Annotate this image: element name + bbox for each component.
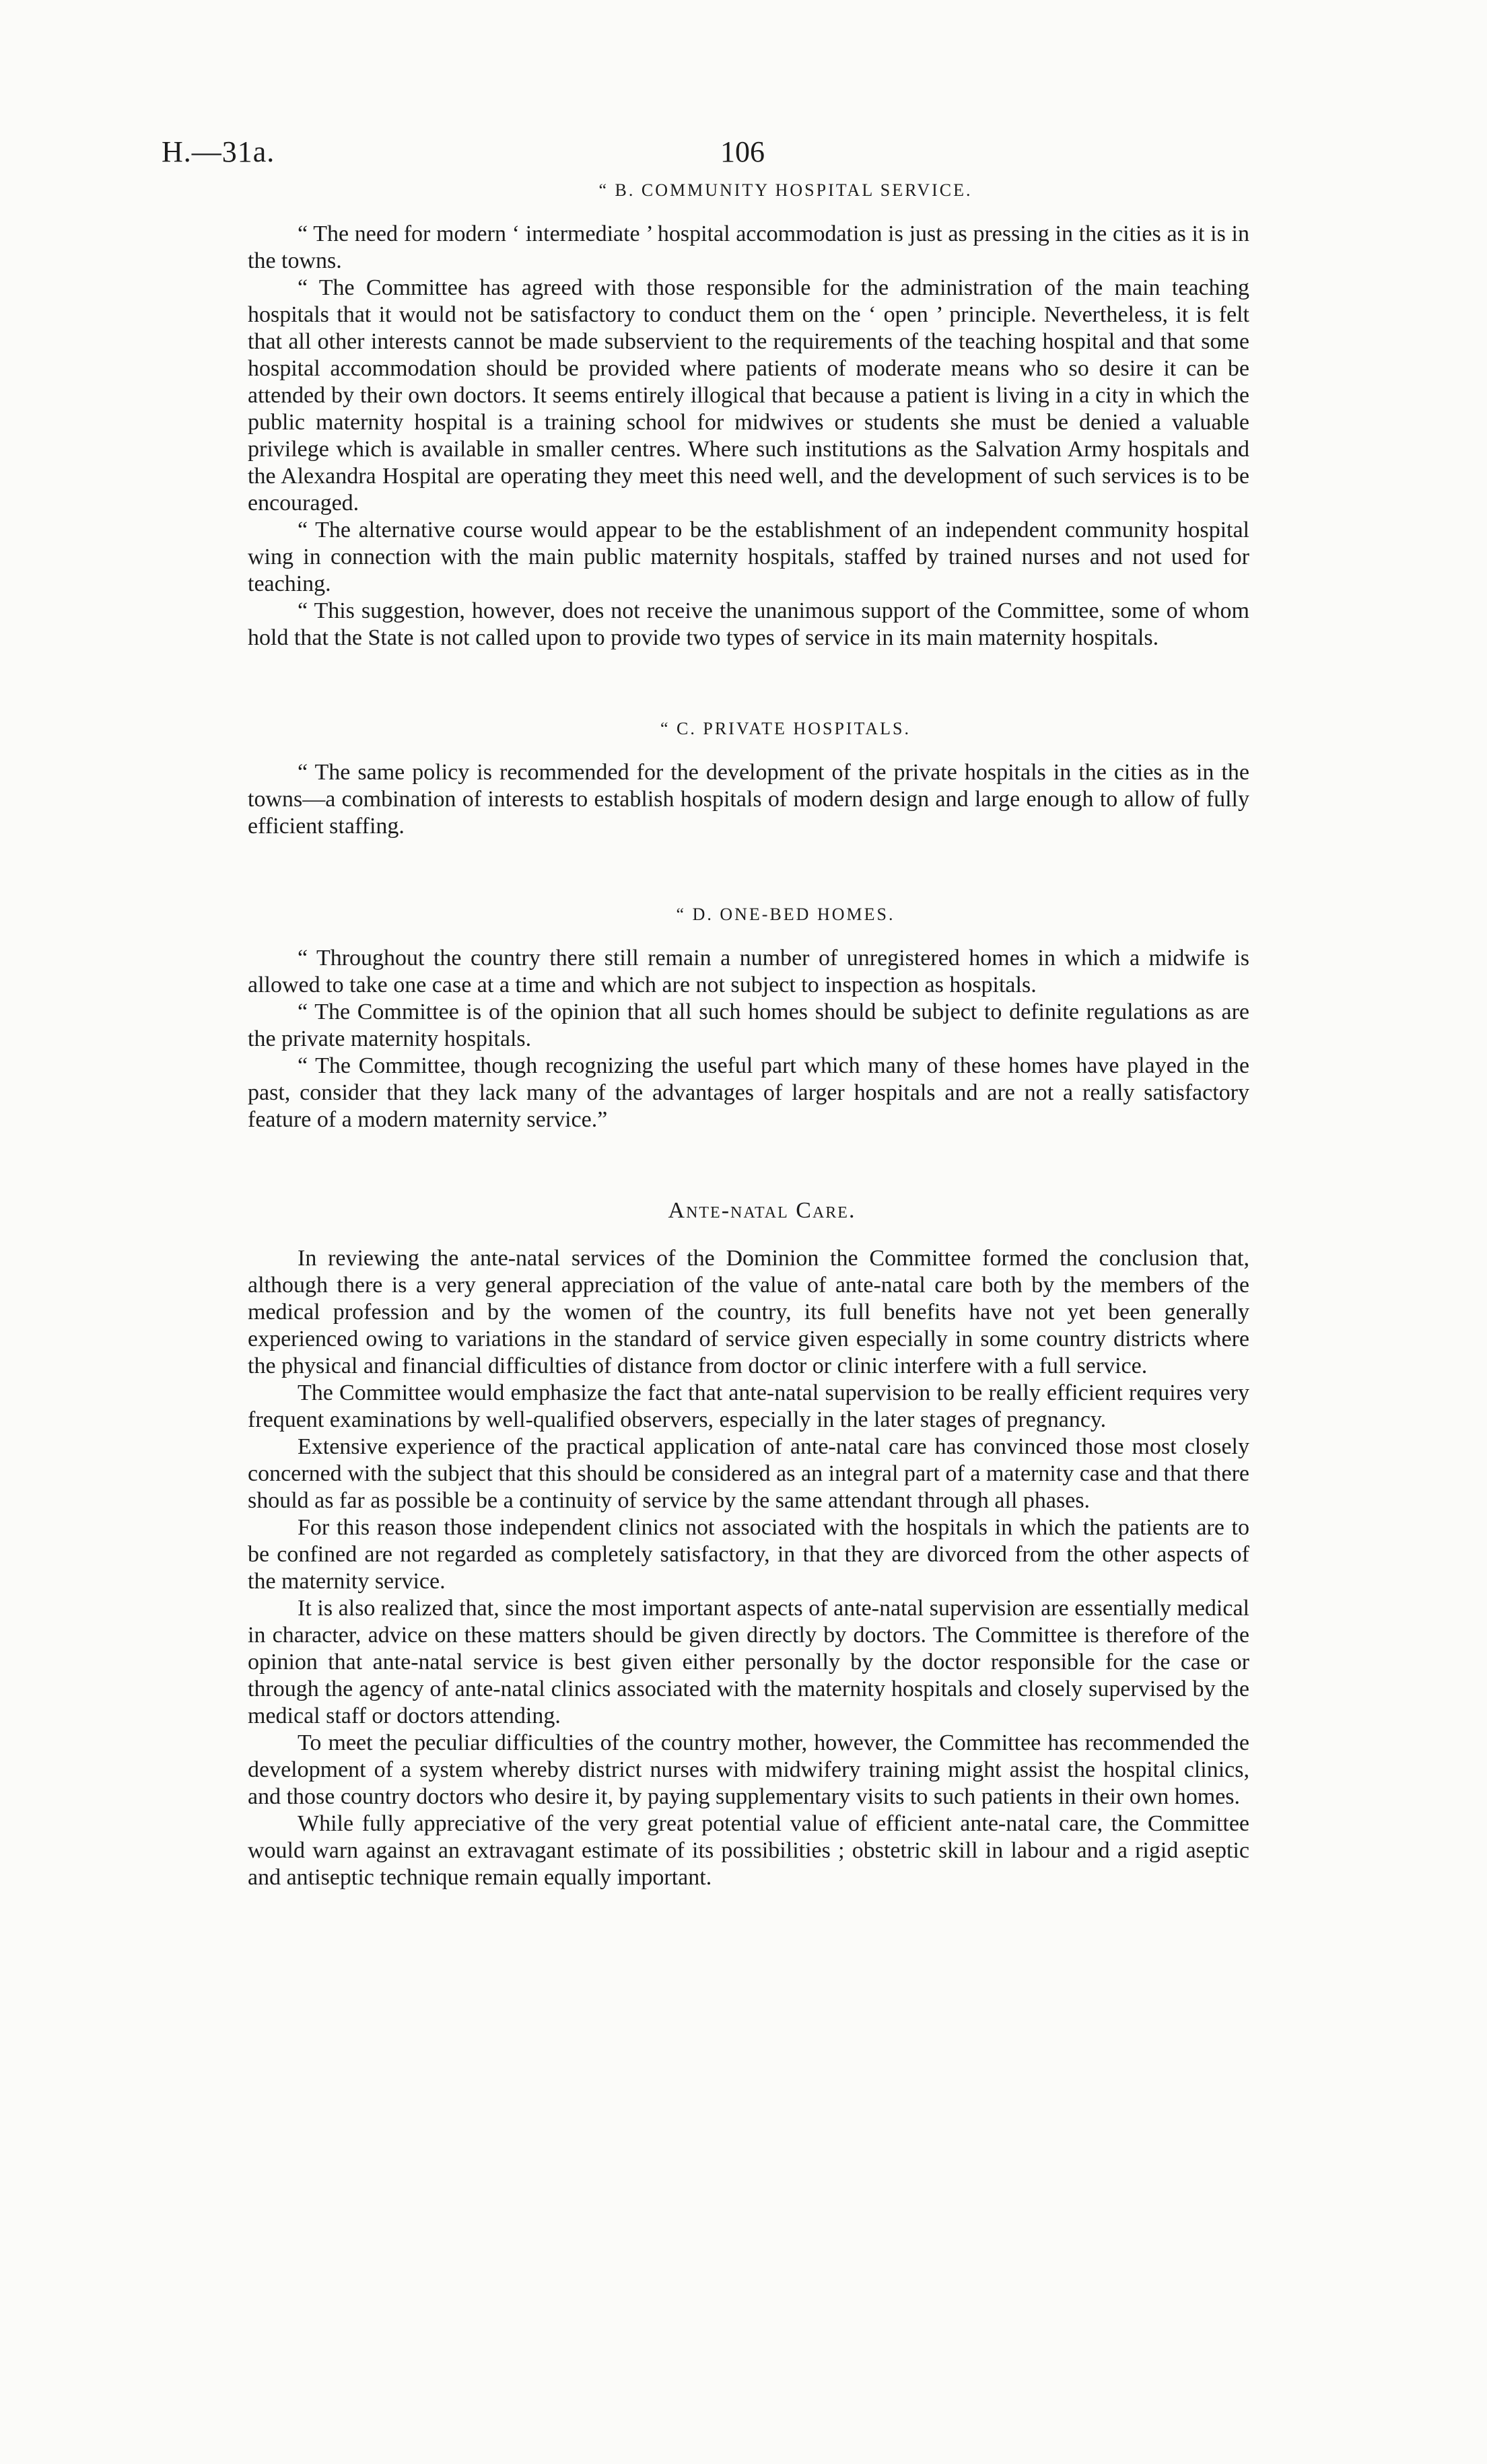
paragraph: “ The Committee has agreed with those responsible for the administration of the main teaching hospitals that it would not be satisfactory to conduct them on the ‘ open ’ principle. Nevertheless, it is felt that all other interests cannot be made subservient to the requirements of the teaching hospital and that some hospital accommodation should be provided where patients of moderate means who so desire it can be attended by their own doctors. It seems entirely illogical that because a patient is living in a city in which the public maternity hospital is a training school for midwives or students she must be denied a valuable privilege which is available in smaller centres. Where such institutions as the Salvation Army hospitals and the Alexandra Hospital are operating they meet this need well, and the development of such services is to be encouraged. — [248, 275, 1249, 516]
paragraph: “ This suggestion, however, does not receive the unanimous support of the Committee, some of whom hold that the State is not called upon to provide two types of service in its main maternity hospitals. — [248, 598, 1249, 650]
section-ante-natal-care — [248, 1198, 1249, 1891]
paragraph: “ The Committee is of the opinion that all such homes should be subject to definite regulations as are the private maternity hospitals. — [248, 999, 1249, 1051]
paragraph: For this reason those independent clinics not associated with the hospitals in which the patients are to be confined are not regarded as completely satisfactory, in that they are divorced from the other aspects of the maternity service. — [248, 1515, 1249, 1594]
page-number: 106 — [720, 135, 765, 168]
section-heading: “ C. PRIVATE HOSPITALS. — [660, 719, 911, 738]
paragraph: “ The same policy is recommended for the development of the private hospitals in the cities as in the towns—a combination of interests to establish hospitals of modern design and large enough to allow of fully efficient staffing. — [248, 760, 1249, 839]
paragraph: In reviewing the ante-natal services of the Dominion the Committee formed the conclusion that, although there is a very general appreciation of the value of ante-natal care both by the members of the medical profession and by the women of the country, its full benefits have not yet been generally experienced owing to variations in the standard of service given especially in some country districts where the physical and financial difficulties of distance from doctor or clinic interfere with a full service. — [248, 1246, 1249, 1378]
paragraph: “ The Committee, though recognizing the useful part which many of these homes have played in the past, consider that they lack many of the advantages of larger hospitals and are not a really satisfactory feature of a modern maternity service.” — [248, 1053, 1249, 1132]
paragraph: “ The need for modern ‘ intermediate ’ hospital accommodation is just as pressing in the cities as it is in the towns. — [248, 221, 1249, 273]
paragraph: It is also realized that, since the most important aspects of ante-natal supervision are essentially medical in character, advice on these matters should be given directly by doctors. The Committee is therefore of the opinion that ante-natal service is best given either personally by the doctor responsible for the case or through the agency of ante-natal clinics associated with the maternity hospitals and closely supervised by the medical staff or doctors attending. — [248, 1596, 1249, 1728]
section-private-hospitals — [248, 719, 1249, 840]
document-reference: H.—31a. — [162, 135, 275, 168]
paragraph: To meet the peculiar difficulties of the country mother, however, the Committee has recommended the development of a system whereby district nurses with midwifery training might assist the hospital clinics, and those country doctors who desire it, by paying supplementary visits to such patients in their own homes. — [248, 1730, 1249, 1809]
section-heading: “ B. COMMUNITY HOSPITAL SERVICE. — [598, 180, 973, 200]
page-body — [248, 180, 1249, 1891]
section-heading: Ante-natal Care. — [668, 1198, 856, 1223]
paragraph: The Committee would emphasize the fact that ante-natal supervision to be really efficient requires very frequent examinations by well-qualified observers, especially in the later stages of pregnancy. — [248, 1380, 1249, 1432]
section-one-bed-homes — [248, 905, 1249, 1133]
paragraph: “ The alternative course would appear to be the establishment of an independent community hospital wing in connection with the main public maternity hospitals, staffed by trained nurses and not used for teaching. — [248, 518, 1249, 596]
paragraph: While fully appreciative of the very great potential value of efficient ante-natal care, the Committee would warn against an extravagant estimate of its possibilities ; obstetric skill in labour and a rigid aseptic and antiseptic technique remain equally important. — [248, 1811, 1249, 1890]
paragraph: Extensive experience of the practical application of ante-natal care has convinced those most closely concerned with the subject that this should be considered as an integral part of a maternity case and that there should as far as possible be a continuity of service by the same attendant through all phases. — [248, 1434, 1249, 1513]
section-heading: “ D. ONE-BED HOMES. — [676, 905, 895, 924]
section-community-hospital-service — [248, 180, 1249, 652]
paragraph: “ Throughout the country there still remain a number of unregistered homes in which a midwife is allowed to take one case at a time and which are not subject to inspection as hospitals. — [248, 946, 1249, 997]
